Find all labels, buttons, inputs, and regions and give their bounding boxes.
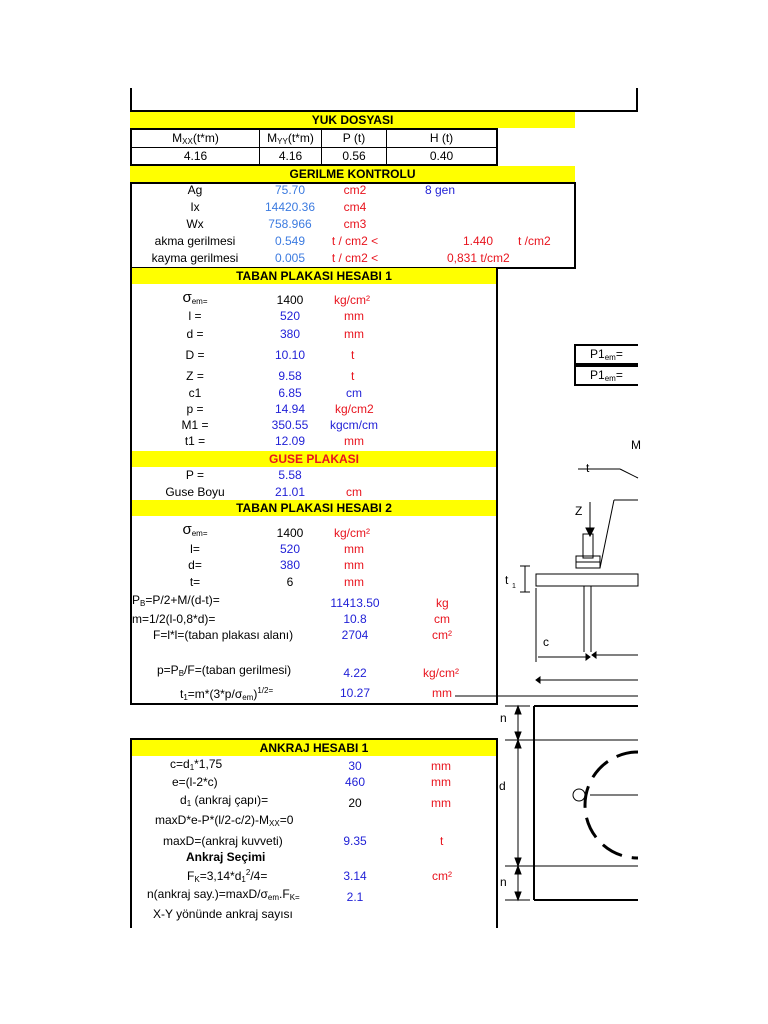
ankraj-maxd-unit: t bbox=[440, 834, 444, 848]
taban2-sigma-value: 1400 bbox=[276, 526, 304, 540]
gerilme-ag-unit: cm2 bbox=[343, 183, 367, 197]
ankraj-xy-label: X-Y yönünde ankraj sayısı bbox=[153, 907, 293, 921]
taban2-sigma-unit: kg/cm² bbox=[334, 526, 370, 540]
taban2-t1-value: 10.27 bbox=[339, 686, 371, 700]
gerilme-title: GERILME KONTROLU bbox=[130, 166, 575, 182]
ankraj-e-unit: mm bbox=[431, 775, 451, 789]
column-arc bbox=[585, 752, 638, 858]
taban2-t1-unit: mm bbox=[432, 686, 452, 700]
taban1-p-value: 14.94 bbox=[274, 402, 306, 416]
yuk-value-mxx: 4.16 bbox=[130, 147, 260, 166]
taban1-Z-value: 9.58 bbox=[278, 369, 302, 383]
taban1-D-label: D = bbox=[185, 348, 205, 362]
ankraj-maxd-label: maxD=(ankraj kuvveti) bbox=[163, 834, 283, 848]
taban2-t1-label: $t_1=m*(3*p/\sigma_{em})^{1/2=}$ bbox=[180, 686, 274, 702]
p1-box-1: $P1_{em}=$ bbox=[574, 344, 638, 365]
ankraj-c-label: $c=d_1*1,75$ bbox=[170, 757, 223, 772]
d-label: d bbox=[499, 779, 506, 793]
taban2-title: TABAN PLAKASI HESABI 2 bbox=[132, 500, 496, 516]
ankraj-d1-label: $d_1$ (ankraj çapı)= bbox=[180, 793, 269, 808]
guse-boyu-value: 21.01 bbox=[274, 485, 306, 499]
taban1-sigma-label: $\sigma_{em=}$ bbox=[182, 289, 208, 306]
ankraj-d1-value: 20 bbox=[348, 796, 362, 810]
taban2-d-unit: mm bbox=[344, 558, 364, 572]
taban1-d-label: d = bbox=[186, 327, 204, 341]
c-arrow bbox=[586, 654, 590, 660]
taban1-Z-unit: t bbox=[351, 369, 355, 383]
taban1-c1-value: 6.85 bbox=[278, 386, 302, 400]
t1-sub: 1 bbox=[512, 583, 516, 590]
gerilme-ix-value: 14420.36 bbox=[264, 200, 316, 214]
taban1-l-value: 520 bbox=[279, 309, 301, 323]
taban2-pb-value: 11413.50 bbox=[330, 596, 380, 610]
taban1-p-label: p = bbox=[186, 402, 204, 416]
taban1-d-value: 380 bbox=[279, 327, 301, 341]
taban2-f-label: F=l*l=(taban plakası alanı) bbox=[153, 628, 294, 642]
taban2-p-value: 4.22 bbox=[343, 666, 367, 680]
guse-edge bbox=[600, 500, 614, 568]
anchor-hole bbox=[573, 789, 585, 801]
guse-boyu-label: Guse Boyu bbox=[165, 485, 225, 499]
taban1-M1-unit: kgcm/cm bbox=[330, 418, 378, 432]
ankraj-c-unit: mm bbox=[431, 759, 451, 773]
ankraj-fk-value: 3.14 bbox=[343, 869, 367, 883]
yuk-value-p: 0.56 bbox=[321, 147, 387, 166]
taban1-d-unit: mm bbox=[344, 327, 364, 341]
taban2-pb-label: $P_B=P/2+M/(d-t)=$ bbox=[132, 593, 220, 608]
gerilme-ix-unit: cm4 bbox=[343, 200, 367, 214]
taban2-f-unit: cm² bbox=[432, 628, 452, 642]
gerilme-kayma-limit: 0,831 t/cm2 bbox=[447, 251, 510, 265]
t1-label: t bbox=[505, 573, 509, 587]
dim-arrow-b bbox=[536, 677, 540, 683]
m-label: M bbox=[631, 438, 641, 452]
ankraj-fk-label: $F_K=3,14*d_1^2/4=$ bbox=[187, 868, 268, 884]
guse-p-label: P = bbox=[185, 468, 205, 482]
taban2-t-label: t= bbox=[189, 575, 201, 589]
taban2-m-label: m=1/2(l-0,8*d)= bbox=[132, 612, 216, 626]
guse-p-value: 5.58 bbox=[278, 468, 302, 482]
taban2-m-value: 10.8 bbox=[343, 612, 367, 626]
guse-title: GUSE PLAKASI bbox=[132, 451, 496, 467]
taban1-t1-value: 12.09 bbox=[274, 434, 306, 448]
ankraj-e-label: e=(l-2*c) bbox=[172, 775, 218, 789]
taban1-t1-label: t1 = bbox=[184, 434, 206, 448]
taban1-M1-value: 350.55 bbox=[271, 418, 309, 432]
gerilme-kayma-unit: t / cm2 < bbox=[331, 251, 379, 265]
ankraj-fk-unit: cm² bbox=[432, 869, 452, 883]
gerilme-akma-limit: 1.440 bbox=[463, 234, 494, 248]
gerilme-wx-label: Wx bbox=[186, 217, 204, 231]
stud-upper bbox=[583, 534, 593, 558]
ankraj-d1-unit: mm bbox=[431, 796, 451, 810]
gerilme-akma-label: akma gerilmesi bbox=[154, 234, 236, 248]
gerilme-ag-extra: 8 gen bbox=[425, 183, 456, 197]
taban1-D-value: 10.10 bbox=[274, 348, 306, 362]
base-plate bbox=[536, 574, 638, 586]
yuk-header-mxx: $M_{XX}(t*m)$ bbox=[130, 128, 260, 148]
yuk-header-myy: $M_{YY}(t*m)$ bbox=[259, 128, 322, 148]
guse-boyu-unit: cm bbox=[346, 485, 362, 499]
taban1-sigma-value: 1400 bbox=[276, 293, 304, 307]
gerilme-kayma-value: 0.005 bbox=[274, 251, 306, 265]
gerilme-ix-label: Ix bbox=[190, 200, 200, 214]
n-label-bottom: n bbox=[500, 875, 507, 889]
taban2-sigma-label: $\sigma_{em=}$ bbox=[182, 521, 208, 538]
taban2-f-value: 2704 bbox=[341, 628, 369, 642]
gerilme-ag-label: Ag bbox=[187, 183, 203, 197]
taban1-Z-label: Z = bbox=[186, 369, 204, 383]
t-label: t bbox=[586, 461, 590, 475]
ankraj-c-value: 30 bbox=[348, 759, 362, 773]
taban2-p-label: $p=P_B/F=(taban$ gerilmesi) bbox=[157, 663, 292, 678]
yuk-title: YUK DOSYASI bbox=[130, 112, 575, 128]
taban2-l-unit: mm bbox=[344, 542, 364, 556]
taban1-l-unit: mm bbox=[344, 309, 364, 323]
gerilme-ag-value: 75.70 bbox=[274, 183, 306, 197]
c-label: c bbox=[543, 635, 549, 649]
taban1-c1-unit: cm bbox=[346, 386, 362, 400]
z-label: Z bbox=[575, 504, 583, 518]
ankraj-e-value: 460 bbox=[344, 775, 366, 789]
ankraj-maxd-eq: $\max D*e-P*(l/2-c/2)-M_{XX}=0$ bbox=[155, 813, 294, 828]
nut-1 bbox=[576, 556, 600, 562]
ankraj-title: ANKRAJ HESABI 1 bbox=[132, 740, 496, 756]
taban2-t-unit: mm bbox=[344, 575, 364, 589]
yuk-header-h: H (t) bbox=[386, 128, 498, 148]
gerilme-wx-value: 758.966 bbox=[268, 217, 312, 231]
taban2-t-value: 6 bbox=[286, 575, 294, 589]
yuk-value-myy: 4.16 bbox=[259, 147, 322, 166]
taban2-d-value: 380 bbox=[279, 558, 301, 572]
p1-box-2: $P1_{em}=$ bbox=[574, 365, 638, 386]
taban1-t1-unit: mm bbox=[344, 434, 364, 448]
gerilme-akma-value: 0.549 bbox=[274, 234, 306, 248]
gerilme-wx-unit: cm3 bbox=[343, 217, 367, 231]
dim-arrow-a bbox=[592, 652, 596, 658]
taban2-m-unit: cm bbox=[434, 612, 450, 626]
gerilme-akma-unit: t / cm2 < bbox=[331, 234, 379, 248]
ankraj-secim: Ankraj Seçimi bbox=[186, 850, 266, 864]
taban1-title: TABAN PLAKASI HESABI 1 bbox=[132, 268, 496, 284]
ankraj-n-label: n(ankraj $say.)=\max D/\sigma_{em}.F_{K=}$ bbox=[147, 887, 300, 902]
taban1-c1-label: c1 bbox=[188, 386, 202, 400]
ankraj-maxd-value: 9.35 bbox=[343, 834, 367, 848]
taban2-pb-unit: kg bbox=[436, 596, 449, 610]
taban1-p-unit: kg/cm2 bbox=[335, 402, 374, 416]
taban1-D-unit: t bbox=[351, 348, 355, 362]
yuk-header-p: P (t) bbox=[321, 128, 387, 148]
n-label-top: n bbox=[500, 711, 507, 725]
taban2-l-label: l= bbox=[190, 542, 200, 556]
taban1-l-label: l = bbox=[188, 309, 202, 323]
yuk-value-h: 0.40 bbox=[386, 147, 498, 166]
taban1-M1-label: M1 = bbox=[181, 418, 209, 432]
taban2-l-value: 520 bbox=[279, 542, 301, 556]
ankraj-n-value: 2.1 bbox=[346, 890, 364, 904]
taban2-d-label: d= bbox=[188, 558, 202, 572]
guse-slope bbox=[620, 469, 638, 478]
gerilme-akma-limit-unit: t /cm2 bbox=[518, 234, 551, 248]
taban2-p-unit: kg/cm² bbox=[423, 666, 459, 680]
nut-2 bbox=[576, 562, 600, 568]
gerilme-kayma-label: kayma gerilmesi bbox=[151, 251, 239, 265]
taban1-sigma-unit: kg/cm² bbox=[334, 293, 370, 307]
